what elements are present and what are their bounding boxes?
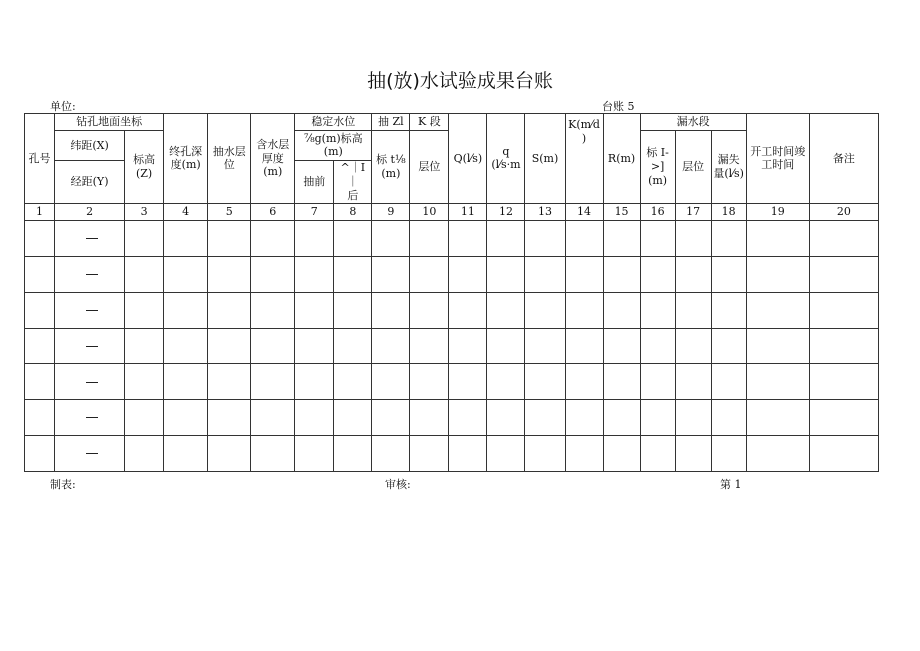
table-row <box>25 400 879 436</box>
data-cell[interactable] <box>525 436 565 472</box>
data-cell[interactable] <box>809 364 878 400</box>
data-cell[interactable] <box>675 400 711 436</box>
data-cell[interactable] <box>372 221 410 257</box>
page-title: 抽(放)水试验成果台账 <box>367 70 553 92</box>
data-cell[interactable] <box>410 292 449 328</box>
data-cell[interactable] <box>251 364 295 400</box>
header-coord-x: 纬距(X) <box>55 131 125 160</box>
data-cell[interactable] <box>711 400 746 436</box>
data-cell[interactable] <box>603 436 640 472</box>
coord-cell[interactable] <box>55 364 125 400</box>
data-cell[interactable] <box>164 400 208 436</box>
data-cell[interactable] <box>525 221 565 257</box>
column-number: 20 <box>809 203 878 220</box>
table-row <box>25 436 879 472</box>
data-cell[interactable] <box>25 257 55 293</box>
data-cell[interactable] <box>449 292 487 328</box>
data-cell[interactable] <box>565 328 603 364</box>
header-pump-group: 抽 Zl <box>372 114 410 131</box>
data-cell[interactable] <box>603 328 640 364</box>
data-cell[interactable] <box>125 221 164 257</box>
data-cell[interactable] <box>603 364 640 400</box>
data-cell[interactable] <box>334 257 372 293</box>
data-cell[interactable] <box>449 436 487 472</box>
column-number: 19 <box>746 203 809 220</box>
data-cell[interactable] <box>565 221 603 257</box>
data-cell[interactable] <box>410 221 449 257</box>
data-cell[interactable] <box>809 257 878 293</box>
data-cell[interactable] <box>125 257 164 293</box>
table-row <box>25 221 879 257</box>
data-cell[interactable] <box>487 436 525 472</box>
data-cell[interactable] <box>675 257 711 293</box>
ledger-number: 台账 5 <box>602 100 635 113</box>
data-cell[interactable] <box>746 328 809 364</box>
data-cell[interactable] <box>164 221 208 257</box>
header-remark: 备注 <box>809 114 878 204</box>
header-leak-layer: 层位 <box>675 131 711 203</box>
column-number: 17 <box>675 203 711 220</box>
data-cell[interactable] <box>295 292 334 328</box>
data-cell[interactable] <box>334 221 372 257</box>
header-s: S(m) <box>525 114 565 204</box>
data-cell[interactable] <box>675 364 711 400</box>
column-number: 2 <box>55 203 125 220</box>
column-number: 18 <box>711 203 746 220</box>
data-cell[interactable] <box>746 221 809 257</box>
header-q-big: Q(l⁄s) <box>449 114 487 204</box>
data-cell[interactable] <box>525 292 565 328</box>
data-cell[interactable] <box>746 292 809 328</box>
data-cell[interactable] <box>603 400 640 436</box>
data-cell[interactable] <box>640 221 675 257</box>
data-cell[interactable] <box>487 328 525 364</box>
data-cell[interactable] <box>809 328 878 364</box>
column-number: 8 <box>334 203 372 220</box>
maker-label: 制表: <box>50 478 76 491</box>
header-leak-loss: 漏失 量(l⁄s) <box>711 131 746 203</box>
coord-separator <box>86 310 98 311</box>
data-cell[interactable] <box>449 221 487 257</box>
column-number: 16 <box>640 203 675 220</box>
data-cell[interactable] <box>565 292 603 328</box>
coord-separator <box>86 238 98 239</box>
data-cell[interactable] <box>487 292 525 328</box>
coord-cell[interactable] <box>55 292 125 328</box>
data-cell[interactable] <box>125 400 164 436</box>
data-cell[interactable] <box>525 328 565 364</box>
unit-label: 单位: <box>50 100 76 113</box>
coord-separator <box>86 453 98 454</box>
data-cell[interactable] <box>675 292 711 328</box>
data-cell[interactable] <box>711 292 746 328</box>
data-cell[interactable] <box>25 292 55 328</box>
data-cell[interactable] <box>525 257 565 293</box>
header-level-elev: ⅞g(m)标高 (m) <box>295 131 372 160</box>
header-after: ^｜I｜ 后 <box>334 160 372 203</box>
header-leak-elev: 标 I- >] (m) <box>640 131 675 203</box>
header-stable-level: 稳定水位 <box>295 114 372 131</box>
column-number: 12 <box>487 203 525 220</box>
column-number: 6 <box>251 203 295 220</box>
data-cell[interactable] <box>295 328 334 364</box>
reviewer-label: 审核: <box>385 478 411 491</box>
data-cell[interactable] <box>565 257 603 293</box>
header-q-small: q (l⁄s·m <box>487 114 525 204</box>
data-cell[interactable] <box>809 292 878 328</box>
data-cell[interactable] <box>334 436 372 472</box>
table-row <box>25 292 879 328</box>
header-leak-group: 漏水段 <box>640 114 746 131</box>
data-cell[interactable] <box>334 400 372 436</box>
data-cell[interactable] <box>208 436 251 472</box>
header-r: R(m) <box>603 114 640 204</box>
data-cell[interactable] <box>125 328 164 364</box>
data-cell[interactable] <box>410 257 449 293</box>
data-cell[interactable] <box>295 364 334 400</box>
header-coord-group: 钻孔地面坐标 <box>55 114 164 131</box>
data-cell[interactable] <box>251 400 295 436</box>
header-aquifer-layer: 抽水层 位 <box>208 114 251 204</box>
data-cell[interactable] <box>295 221 334 257</box>
data-cell[interactable] <box>410 400 449 436</box>
data-cell[interactable] <box>251 257 295 293</box>
data-cell[interactable] <box>208 292 251 328</box>
data-cell[interactable] <box>410 364 449 400</box>
data-cell[interactable] <box>711 221 746 257</box>
data-cell[interactable] <box>746 436 809 472</box>
header-k: K(m⁄d ) <box>565 114 603 204</box>
data-cell[interactable] <box>487 257 525 293</box>
data-cell[interactable] <box>251 292 295 328</box>
page-number: 第 1 <box>720 478 742 491</box>
data-cell[interactable] <box>487 400 525 436</box>
header-hole-no: 孔号 <box>25 114 55 204</box>
data-cell[interactable] <box>711 328 746 364</box>
data-cell[interactable] <box>640 364 675 400</box>
data-cell[interactable] <box>565 364 603 400</box>
data-cell[interactable] <box>603 257 640 293</box>
ledger-table <box>24 113 879 472</box>
header-time: 开工时间竣 工时间 <box>746 114 809 204</box>
data-cell[interactable] <box>487 221 525 257</box>
data-cell[interactable] <box>164 257 208 293</box>
coord-cell[interactable] <box>55 328 125 364</box>
data-cell[interactable] <box>449 257 487 293</box>
data-cell[interactable] <box>125 436 164 472</box>
data-cell[interactable] <box>334 328 372 364</box>
data-cell[interactable] <box>251 221 295 257</box>
data-cell[interactable] <box>25 436 55 472</box>
column-number: 9 <box>372 203 410 220</box>
header-depth: 终孔深 度(m) <box>164 114 208 204</box>
data-cell[interactable] <box>164 292 208 328</box>
data-cell[interactable] <box>449 328 487 364</box>
data-cell[interactable] <box>603 221 640 257</box>
data-cell[interactable] <box>640 400 675 436</box>
data-cell[interactable] <box>372 400 410 436</box>
data-cell[interactable] <box>809 400 878 436</box>
table-row <box>25 328 879 364</box>
data-cell[interactable] <box>487 364 525 400</box>
coord-cell[interactable] <box>55 400 125 436</box>
data-cell[interactable] <box>746 400 809 436</box>
column-number-row <box>25 203 879 220</box>
coord-separator <box>86 382 98 383</box>
data-cell[interactable] <box>675 328 711 364</box>
data-cell[interactable] <box>640 328 675 364</box>
column-number: 5 <box>208 203 251 220</box>
data-cell[interactable] <box>295 436 334 472</box>
data-cell[interactable] <box>164 328 208 364</box>
data-cell[interactable] <box>372 257 410 293</box>
data-cell[interactable] <box>603 292 640 328</box>
column-number: 15 <box>603 203 640 220</box>
data-cell[interactable] <box>164 364 208 400</box>
data-cell[interactable] <box>208 221 251 257</box>
column-number: 10 <box>410 203 449 220</box>
header-k-seg: K 段 <box>410 114 449 131</box>
data-cell[interactable] <box>449 400 487 436</box>
data-cell[interactable] <box>25 221 55 257</box>
data-cell[interactable] <box>410 436 449 472</box>
data-cell[interactable] <box>675 436 711 472</box>
data-cell[interactable] <box>334 364 372 400</box>
header-pump-layer: 层位 <box>410 131 449 203</box>
data-cell[interactable] <box>25 364 55 400</box>
data-cell[interactable] <box>711 436 746 472</box>
data-cell[interactable] <box>675 221 711 257</box>
data-cell[interactable] <box>372 364 410 400</box>
data-cell[interactable] <box>372 328 410 364</box>
data-cell[interactable] <box>372 436 410 472</box>
header-before: 抽前 <box>295 160 334 203</box>
data-cell[interactable] <box>711 364 746 400</box>
data-cell[interactable] <box>208 328 251 364</box>
column-number: 14 <box>565 203 603 220</box>
coord-separator <box>86 417 98 418</box>
coord-cell[interactable] <box>55 221 125 257</box>
data-cell[interactable] <box>25 400 55 436</box>
data-cell[interactable] <box>525 400 565 436</box>
coord-separator <box>86 274 98 275</box>
column-number: 4 <box>164 203 208 220</box>
data-cell[interactable] <box>640 292 675 328</box>
column-number: 1 <box>25 203 55 220</box>
data-cell[interactable] <box>208 364 251 400</box>
data-cell[interactable] <box>746 364 809 400</box>
column-number: 11 <box>449 203 487 220</box>
data-cell[interactable] <box>125 364 164 400</box>
data-cell[interactable] <box>525 364 565 400</box>
coord-separator <box>86 346 98 347</box>
data-cell[interactable] <box>334 292 372 328</box>
header-aquifer-thickness: 含水层 厚度 (m) <box>251 114 295 204</box>
data-cell[interactable] <box>640 257 675 293</box>
data-cell[interactable] <box>125 292 164 328</box>
data-cell[interactable] <box>208 257 251 293</box>
data-cell[interactable] <box>295 400 334 436</box>
data-cell[interactable] <box>449 364 487 400</box>
header-pump-elev: 标 t⅛ (m) <box>372 131 410 203</box>
data-cell[interactable] <box>208 400 251 436</box>
data-cell[interactable] <box>251 328 295 364</box>
data-cell[interactable] <box>640 436 675 472</box>
data-cell[interactable] <box>565 436 603 472</box>
data-cell[interactable] <box>410 328 449 364</box>
coord-cell[interactable] <box>55 436 125 472</box>
data-cell[interactable] <box>565 400 603 436</box>
header-elev-z: 标高 (Z) <box>125 131 164 203</box>
data-cell[interactable] <box>25 328 55 364</box>
coord-cell[interactable] <box>55 257 125 293</box>
column-number: 7 <box>295 203 334 220</box>
header-coord-y: 经距(Y) <box>55 160 125 203</box>
data-cell[interactable] <box>809 436 878 472</box>
data-cell[interactable] <box>809 221 878 257</box>
data-cell[interactable] <box>372 292 410 328</box>
table-row <box>25 257 879 293</box>
column-number: 3 <box>125 203 164 220</box>
data-cell[interactable] <box>251 436 295 472</box>
data-cell[interactable] <box>164 436 208 472</box>
data-cell[interactable] <box>295 257 334 293</box>
data-cell[interactable] <box>711 257 746 293</box>
column-number: 13 <box>525 203 565 220</box>
table-row <box>25 364 879 400</box>
data-cell[interactable] <box>746 257 809 293</box>
